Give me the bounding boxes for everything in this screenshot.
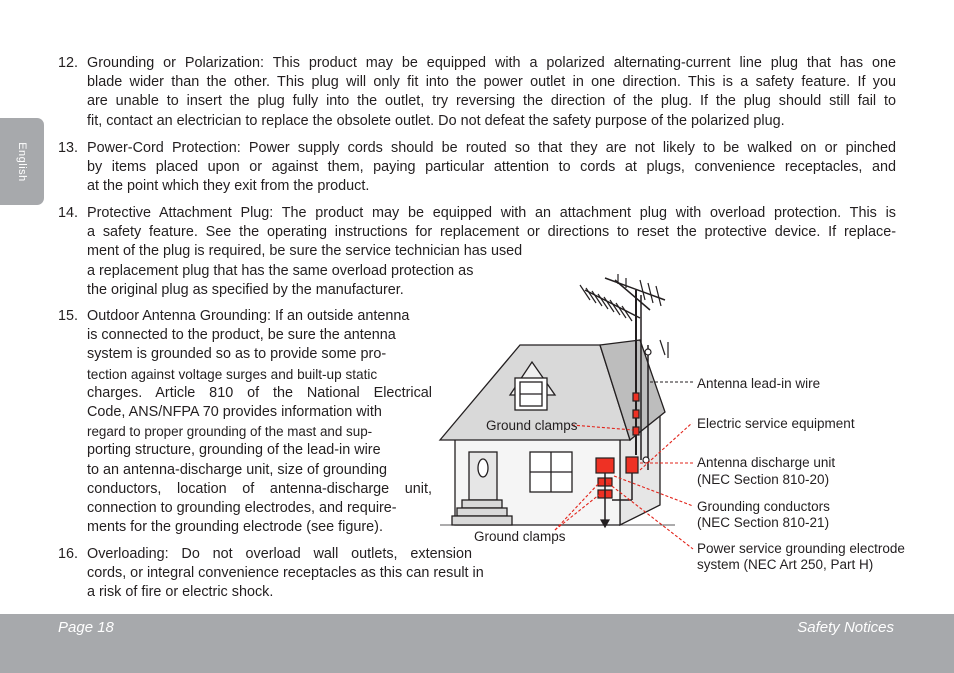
item-text-line: charges. Article 810 of the National Electrical <box>87 384 432 401</box>
item-number: 15. <box>58 308 79 324</box>
item-text-line: cords, or integral convenience receptacles as this can result in <box>87 565 484 582</box>
label-discharge-unit: Antenna discharge unit <box>697 455 836 470</box>
item-text-line: a risk of fire or electric shock. <box>87 584 274 601</box>
label-ground-clamps-upper: Ground clamps <box>486 418 578 433</box>
item-text-line: ment of the plug is required, be sure the service technician has used <box>87 243 523 260</box>
item-text-line: a safety feature. See the operating instructions for replacement or directions to reset the protective device. If replace- <box>87 224 896 241</box>
language-tab-label: English <box>16 141 28 182</box>
item-text-line: ments for the grounding electrode (see figure). <box>87 519 383 536</box>
label-electric-service: Electric service equipment <box>697 416 855 431</box>
label-power-service-ref: system (NEC Art 250, Part H) <box>697 557 874 572</box>
item-text-line: Protective Attachment Plug: The product may be equipped with an attachment plug with overload protection. This is <box>87 205 896 221</box>
item-text-line: the original plug as specified by the manufacturer. <box>87 281 404 298</box>
label-discharge-unit-ref: (NEC Section 810-20) <box>697 472 830 487</box>
item-number: 13. <box>58 140 79 156</box>
item-text-line: regard to proper grounding of the mast and sup- <box>87 424 373 440</box>
item-text-line: a replacement plug that has the same overload protection as <box>87 262 474 279</box>
label-antenna-lead-in: Antenna lead-in wire <box>697 376 821 391</box>
page-footer <box>0 614 954 673</box>
item-text-line: to an antenna-discharge unit, size of grounding <box>87 461 388 478</box>
item-text-line: fit, contact an electrician to replace the obsolete outlet. Do not defeat the safety purpose of the polarized plug. <box>87 112 785 129</box>
item-text-line: connection to grounding electrodes, and require- <box>87 500 397 517</box>
item-text-line: at the point which they exit from the product. <box>87 178 370 195</box>
item-text-line: Code, ANS/NFPA 70 provides information with <box>87 404 382 421</box>
item-text-line: by items placed upon or against them, paying particular attention to cords at plugs, convenience receptacles, and <box>87 159 896 176</box>
item-text-line: conductors, location of antenna-discharge unit, <box>87 480 432 497</box>
label-grounding-conductors-ref: (NEC Section 810-21) <box>697 515 830 530</box>
item-text-line: Power-Cord Protection: Power supply cords should be routed so that they are not likely to be walked on or pinched <box>87 140 896 156</box>
section-title: Safety Notices <box>797 619 894 636</box>
item-text-line: are unable to insert the plug fully into the outlet, try reversing the direction of the plug. If the plug should still fail to <box>87 93 896 110</box>
item-number: 12. <box>58 55 79 71</box>
item-number: 14. <box>58 205 79 221</box>
item-text-line: Overloading: Do not overload wall outlets, extension <box>87 546 472 562</box>
item-text-line: is connected to the product, be sure the antenna <box>87 327 396 344</box>
page-number: Page 18 <box>58 619 114 636</box>
item-text-line: system is grounded so as to provide some pro- <box>87 346 387 363</box>
item-number: 16. <box>58 546 79 562</box>
label-power-service: Power service grounding electrode <box>697 541 905 556</box>
label-ground-clamps-lower: Ground clamps <box>474 529 566 544</box>
item-text-line: Grounding or Polarization: This product may be equipped with a polarized alternating-current line plug that has one <box>87 55 896 71</box>
item-text-line: Outdoor Antenna Grounding: If an outside antenna <box>87 308 410 324</box>
item-text-line: blade wider than the other. This plug will only fit into the power outlet in one direction. This is a safety feature. If you <box>87 74 896 91</box>
item-text-line: porting structure, grounding of the lead-in wire <box>87 442 381 459</box>
item-text-line: tection against voltage surges and built-up static <box>87 366 378 382</box>
label-grounding-conductors: Grounding conductors <box>697 499 830 514</box>
